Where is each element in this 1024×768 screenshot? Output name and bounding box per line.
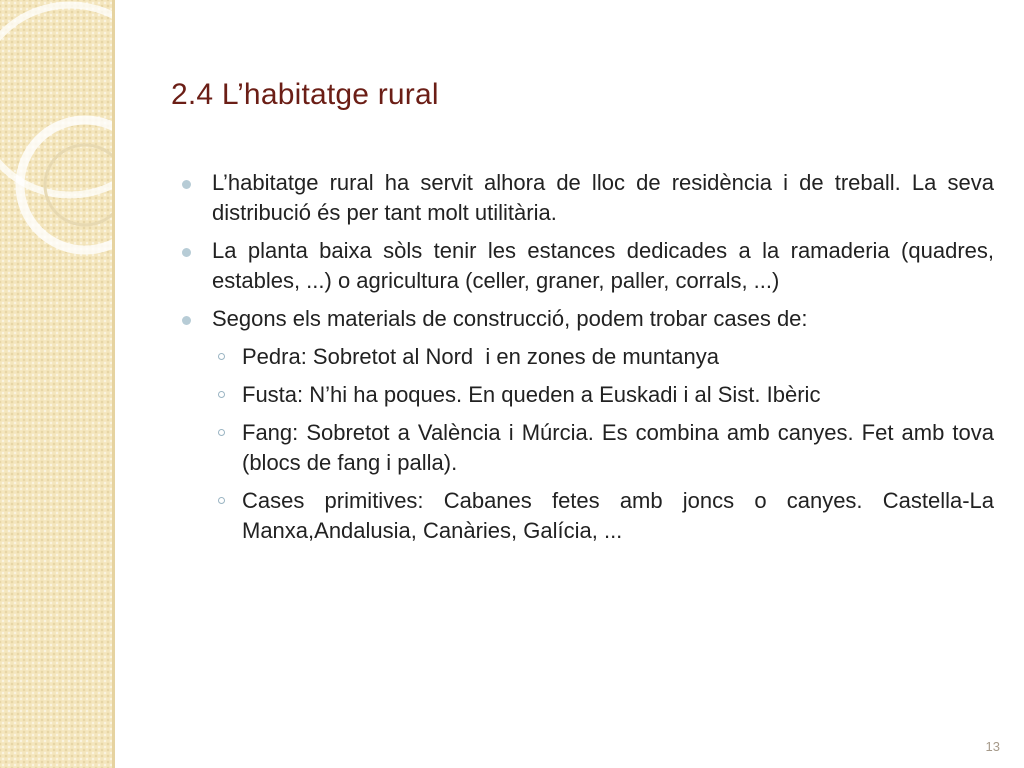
sub-bullet-ring-icon bbox=[218, 497, 225, 504]
bullet-dot-icon bbox=[182, 316, 191, 325]
slide-title: 2.4 L’habitatge rural bbox=[171, 78, 439, 111]
bullet-item bbox=[182, 304, 994, 334]
sub-bullet-item bbox=[182, 418, 994, 478]
bullet-item bbox=[182, 236, 994, 296]
bullet-item bbox=[182, 168, 994, 228]
sub-bullet-ring-icon bbox=[218, 353, 225, 360]
bullet-dot-icon bbox=[182, 180, 191, 189]
bullet-dot-icon bbox=[182, 248, 191, 257]
page-number: 13 bbox=[985, 739, 1000, 754]
sub-bullet-item bbox=[182, 342, 994, 372]
sub-bullet-text: Fang: Sobretot a València i Múrcia. Es combina amb canyes. Fet amb tova (blocs de fang i palla). bbox=[242, 420, 994, 475]
bullet-text: La planta baixa sòls tenir les estances dedicades a la ramaderia (quadres, estables, ...) o agricultura (celler, graner, paller, corrals, ...) bbox=[212, 238, 994, 293]
side-panel-edge bbox=[112, 0, 115, 768]
sub-bullet-ring-icon bbox=[218, 391, 225, 398]
sub-bullet-text: Pedra: Sobretot al Nord i en zones de muntanya bbox=[242, 344, 719, 369]
sub-bullet-item bbox=[182, 380, 994, 410]
sub-bullet-text: Fusta: N’hi ha poques. En queden a Euskadi i al Sist. Ibèric bbox=[242, 382, 821, 407]
sub-bullet-ring-icon bbox=[218, 429, 225, 436]
decorative-circles bbox=[0, 0, 112, 768]
decorative-side-panel bbox=[0, 0, 112, 768]
bullet-text: Segons els materials de construcció, podem trobar cases de: bbox=[212, 306, 808, 331]
sub-bullet-text: Cases primitives: Cabanes fetes amb joncs o canyes. Castella-La Manxa,Andalusia, Canàries, Galícia, ... bbox=[242, 488, 994, 543]
bullet-text: L’habitatge rural ha servit alhora de lloc de residència i de treball. La seva distribució és per tant molt utilitària. bbox=[212, 170, 994, 225]
sub-bullet-item bbox=[182, 486, 994, 546]
slide-content bbox=[182, 168, 994, 554]
